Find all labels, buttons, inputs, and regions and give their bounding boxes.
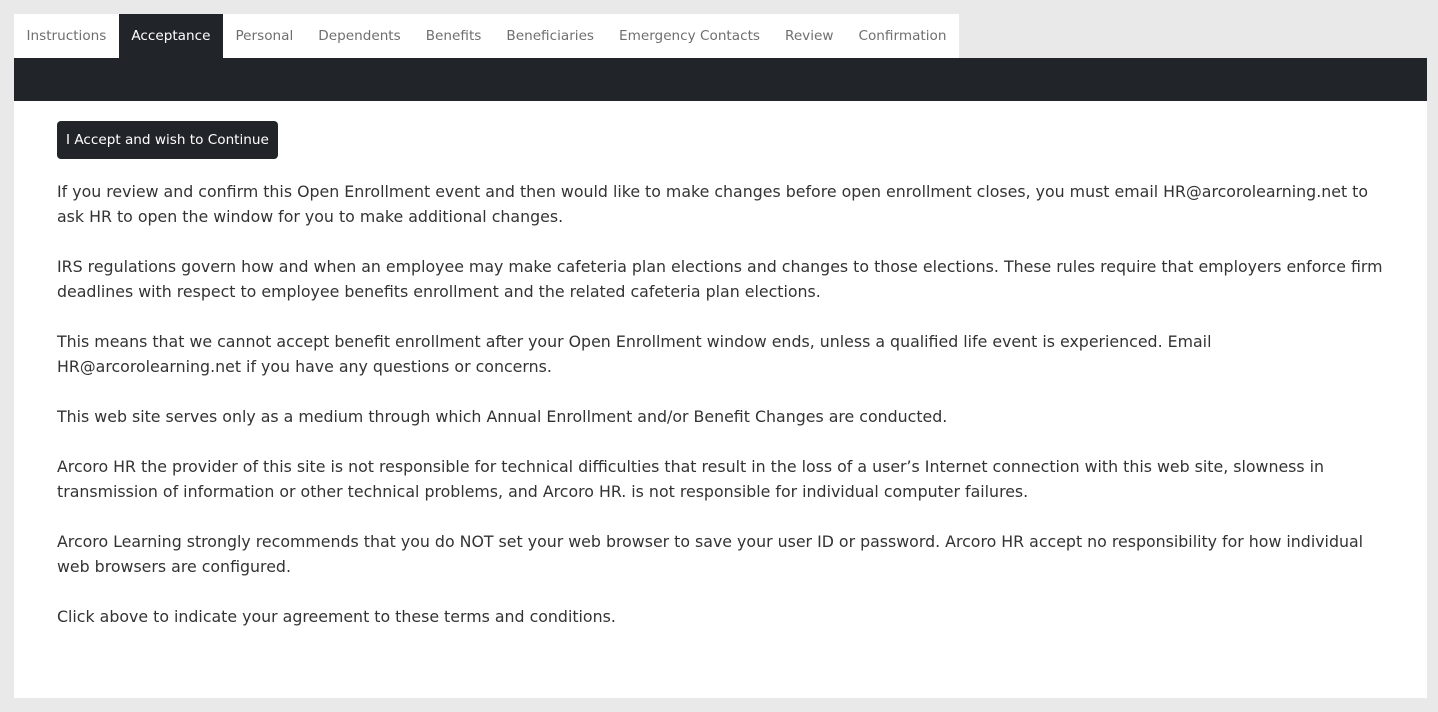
tab-instructions[interactable]: Instructions xyxy=(26,28,107,44)
tab-confirmation[interactable]: Confirmation xyxy=(858,28,947,44)
terms-paragraph: If you review and confirm this Open Enrollment event and then would like to make changes before open enrollment closes, you must email HR@arcorolearning.net to ask HR to open the window for you to make additional changes. xyxy=(57,182,1369,226)
tab-beneficiaries[interactable]: Beneficiaries xyxy=(506,28,595,44)
accept-continue-button[interactable]: I Accept and wish to Continue xyxy=(57,121,278,159)
terms-paragraph: Arcoro HR the provider of this site is not responsible for technical difficulties that result in the loss of a user’s Internet connection with this web site, slowness in transmission of information or other technical problems, and Arcoro HR. is not responsible for individual computer failures. xyxy=(57,457,1325,501)
tab-benefits[interactable]: Benefits xyxy=(425,28,482,44)
tab-emergency-contacts[interactable]: Emergency Contacts xyxy=(619,28,760,44)
terms-content xyxy=(57,179,1387,654)
terms-paragraph: Arcoro Learning strongly recommends that you do NOT set your web browser to save your user ID or password. Arcoro HR accept no responsibility for how individual web browsers are configured. xyxy=(57,532,1364,576)
terms-paragraph: Click above to indicate your agreement to these terms and conditions. xyxy=(57,607,616,626)
enrollment-tabs xyxy=(14,14,959,58)
section-header-bar xyxy=(14,58,1427,101)
tab-acceptance[interactable]: Acceptance xyxy=(119,14,223,58)
tab-review[interactable]: Review xyxy=(784,28,834,44)
terms-paragraph: This means that we cannot accept benefit enrollment after your Open Enrollment window ends, unless a qualified life event is experienced. Email HR@arcorolearning.net if you have any questions or concerns. xyxy=(57,332,1212,376)
tab-personal[interactable]: Personal xyxy=(235,28,294,44)
terms-paragraph: IRS regulations govern how and when an employee may make cafeteria plan elections and changes to those elections. These rules require that employers enforce firm deadlines with respect to employee benefits enrollment and the related cafeteria plan elections. xyxy=(57,257,1383,301)
terms-paragraph: This web site serves only as a medium through which Annual Enrollment and/or Benefit Changes are conducted. xyxy=(57,407,948,426)
acceptance-panel xyxy=(14,101,1427,698)
tab-dependents[interactable]: Dependents xyxy=(318,28,401,44)
